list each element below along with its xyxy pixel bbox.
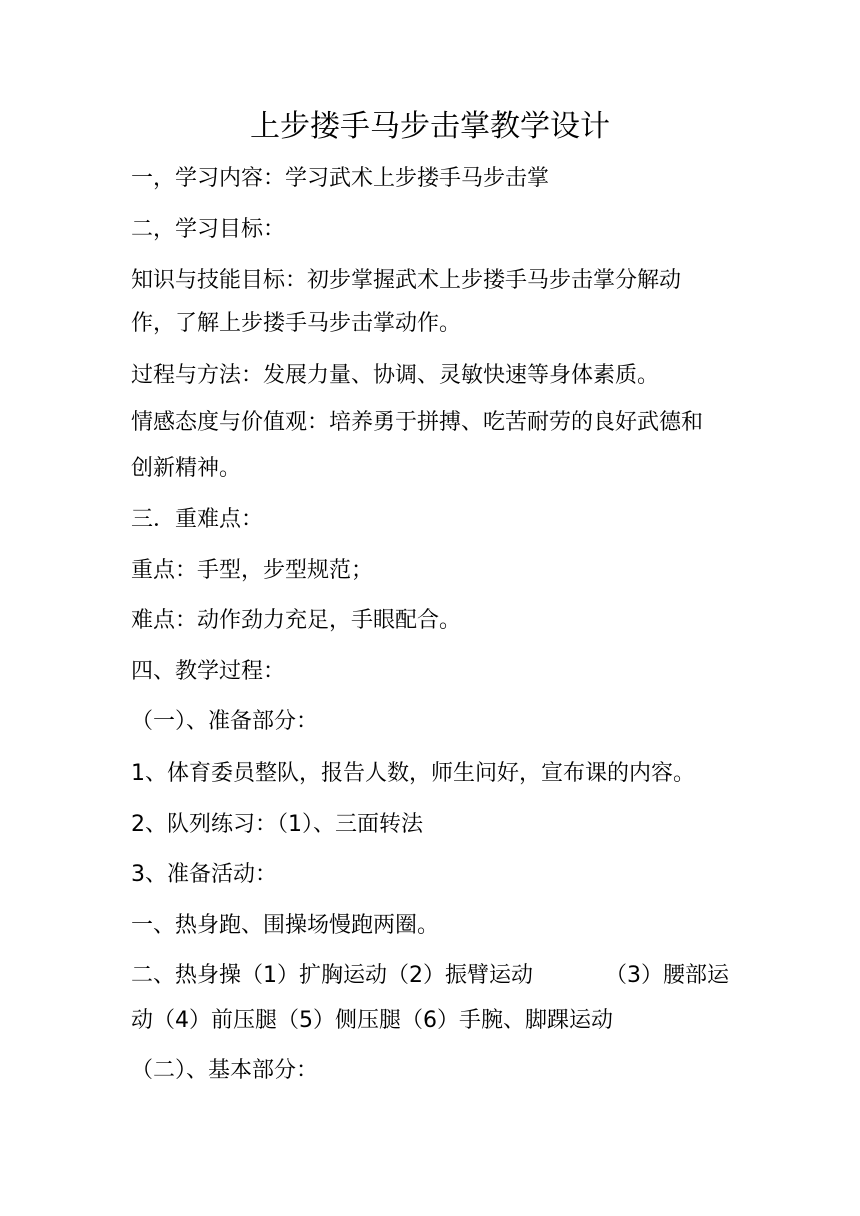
document-title: 上步搂手马步击掌教学设计: [250, 109, 610, 144]
preparation-item-1: 1、体育委员整队，报告人数，师生问好，宣布课的内容。: [131, 761, 695, 786]
process-method-goal: [131, 360, 659, 391]
process-method-label: 过程与方法：: [131, 363, 264, 388]
difficult-point: 难点：动作劲力充足，手眼配合。: [131, 608, 462, 633]
part-preparation: （一）、准备部分：: [131, 709, 319, 734]
warmup-exercises-continued: 动（4）前压腿（5）侧压腿（6）手腕、脚踝运动: [131, 1008, 613, 1033]
preparation-item-2: 2、队列练习：（1）、三面转法: [131, 812, 423, 837]
emotion-attitude-goal: 情感态度与价值观：培养勇于拼搏、吃苦耐劳的良好武德和: [131, 410, 704, 435]
knowledge-skill-text: 初步掌握武术上步搂手马步击掌分解动: [307, 268, 682, 293]
key-point: 重点：手型，步型规范；: [131, 558, 374, 583]
preparation-item-3: 3、准备活动：: [131, 862, 277, 887]
section-learning-goals: 二，学习目标：: [131, 217, 286, 242]
warmup-exercises-part-a: 二、热身操（1）扩胸运动（2）振臂运动: [131, 963, 533, 988]
emotion-attitude-goal-continued: 创新精神。: [131, 456, 242, 481]
warmup-exercises-part-b: （3）腰部运: [605, 963, 729, 988]
part-basic: （二）、基本部分：: [131, 1058, 319, 1083]
process-method-text: 发展力量、协调、灵敏快速等身体素质。: [263, 363, 660, 388]
knowledge-skill-label: 知识与技能目标：: [131, 268, 308, 293]
section-key-difficult-points: 三．重难点：: [131, 507, 264, 532]
knowledge-skill-text-continued: 作，了解上步搂手马步击掌动作。: [131, 311, 462, 336]
section-teaching-process: 四、教学过程：: [131, 659, 286, 684]
knowledge-skill-goal: [131, 265, 681, 296]
warmup-run: 一、热身跑、围操场慢跑两圈。: [131, 913, 440, 938]
section-learning-content: 一，学习内容：学习武术上步搂手马步击掌: [131, 166, 550, 191]
warmup-exercises: [131, 961, 729, 991]
